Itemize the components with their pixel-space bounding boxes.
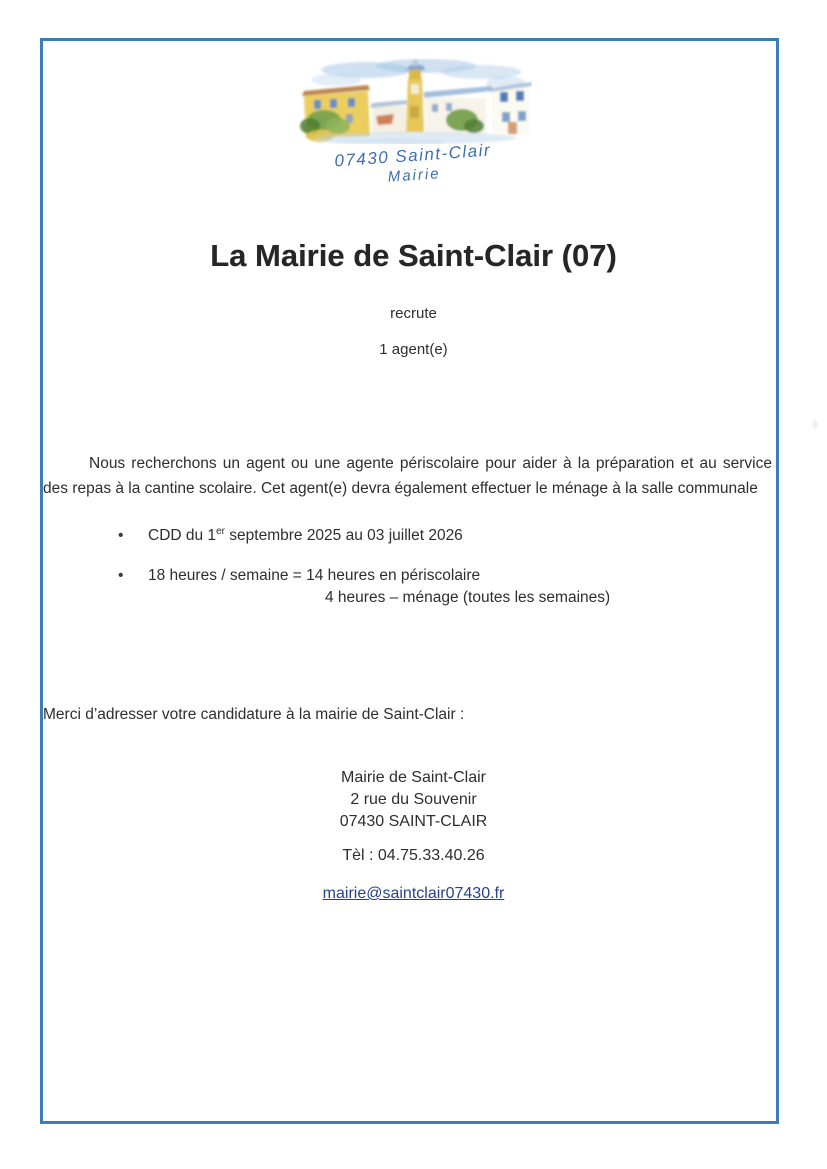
logo-caption-line1: 07430 Saint-Clair bbox=[333, 140, 492, 171]
intro-paragraph: Nous recherchons un agent ou une agente périscolaire pour aider à la préparation et au service des repas à la cantine scolaire. Cet agent(e) devra également effectuer le ménage à la salle communale bbox=[43, 455, 772, 497]
address-city: 07430 SAINT-CLAIR bbox=[339, 813, 488, 830]
bullet2-line1: 18 heures / semaine = 14 heures en périscolaire bbox=[148, 567, 481, 584]
subtitle-recrute: recrute bbox=[390, 305, 437, 322]
bullet-hours bbox=[118, 567, 480, 585]
page-title: La Mairie de Saint-Clair (07) bbox=[210, 238, 617, 273]
bullet-marker-icon: • bbox=[118, 567, 124, 584]
watercolor-village-icon bbox=[296, 58, 532, 144]
bullet1-text-prefix: CDD du 1 bbox=[148, 527, 217, 544]
closing-instruction: Merci d’adresser votre candidature à la mairie de Saint-Clair : bbox=[43, 706, 465, 723]
phone-number: Tèl : 04.75.33.40.26 bbox=[342, 847, 485, 864]
scan-artifact bbox=[812, 420, 818, 429]
bullet2-line2: 4 heures – ménage (toutes les semaines) bbox=[325, 589, 611, 606]
bullet-contract-dates bbox=[118, 527, 463, 545]
address-name: Mairie de Saint-Clair bbox=[341, 769, 486, 786]
logo-caption-line2: Mairie bbox=[387, 165, 442, 186]
bullet1-text-suffix: septembre 2025 au 03 juillet 2026 bbox=[224, 527, 463, 544]
subtitle-agent: 1 agent(e) bbox=[379, 341, 448, 358]
email-link[interactable]: mairie@saintclair07430.fr bbox=[322, 885, 505, 902]
address-street: 2 rue du Souvenir bbox=[350, 791, 477, 808]
bullet-marker-icon: • bbox=[118, 527, 124, 544]
postal-address-block bbox=[0, 767, 827, 833]
email-line bbox=[0, 885, 827, 903]
bullet1-ordinal: er bbox=[216, 525, 225, 537]
